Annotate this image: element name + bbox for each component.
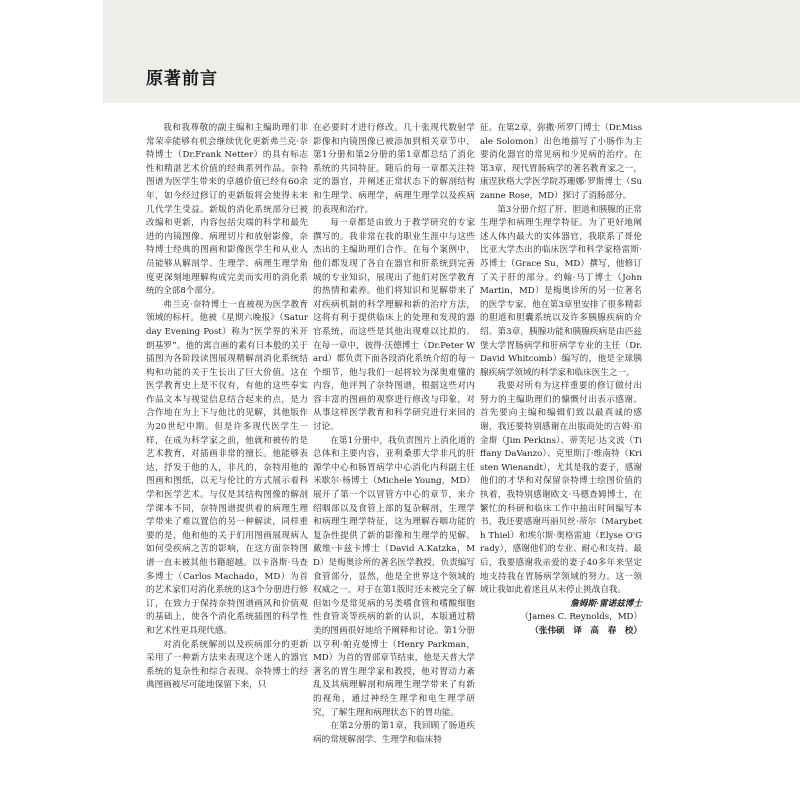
paragraph: 征。在第2章，弥撒·所罗门博士（Dr.Missale Solomon）出色地描写了小肠作为主要消化器官的常见病和少见病的治疗。在第3章，现代胃肠病学的著名教育家之一，康涅狄格大学医学院苏珊娜·罗斯博士（Suzanne Rose，MD）探讨了消肠部分。	[480, 123, 642, 201]
paragraph: 在必要时才进行修改。几十张现代数射学影像和内镜图像已被添加到相关章节中，第1分册和第2分册的第1章都总结了消化系统的共同特征。随后的每一章都关注特定的器官，并阐述正常状态下的解剖结构和生理学、病理学，病理生理学以及疾病的表现和治疗。	[313, 123, 475, 215]
paragraph: 在第1分册中，我负责图片上消化道的总体和主要内容，亚利桑那大学非凡的肝源学中心和肠胃病学中心消化内科副主任米歇尔·杨博士（Michele Young，MD）展开了第一个以冒管方中心的章节，来介绍咽部以及食管上部的复杂解剖，生理学和病理生理学特征，这为理解吞咽功能的复杂性提供了新的影像和生理学的见解。戴维·卡兹卡博士（David A.Katzka，MD）是梅奥诊所的著名医学教授，负责编写食管部分，显然，他是全世界这个领域的权威之一。对于在第1版时还未被完全了解但如今是常见病的另类嗜食管和嗜酸细胞性食管炎等疾病的新的认识，本版通过精美的图画很好地给予阐释和讨论。第1分册以亨利·帕克曼博士（Henry Parkman，MD）为首的胃部章节结束，他是天普大学著名的胃生理学家和教授，他对胃动力紊乱及其病理解剖和病理生理学带来了有新的视角，通过神经生理学和电生理学研究，了解生理和病理状态下的胃功能。	[313, 435, 475, 718]
page-title: 原著前言	[146, 69, 218, 89]
paragraph: 弗兰克·奈特博士一直被视为医学教育领域的标杆。他被《星期六晚报》（Saturday Evening Post）称为“医学界的米开朗基罗”。他的寓言画的素有日本般的关于插图为各阶段读图展现精解剖消化系统结构和功能的关于生长出了巨大价值。这在医学教育史上是不仅有，有他的这些奉实作品文本与视觉信息结合起来的点，是力合作地在为上下与他比的见解，其他版作为20世纪中期。但是许多现代医学生一样，在成为科学家之前，他就和被传的是艺术教育，对插画非常的擅长。他能够表达，抒发于他的人，非凡的，奈特用他的图画和图纸，以无与伦比的方式展示着科学和医学艺术。与仅是其结构图像的解剖学课本不同，奈特图谱提供着的病理生理学带来了难以置信的另一种解读，同样重要的是，他和他的关于们用图画展现病人如何受疾病之苦的影响，在这方面奈特图谱一直未被其他书籍超越。以卡洛斯·马查多博士（Carlos Machado，MD）为首的艺术家们对消化系统的这3个分册进行修订，在致力于保持奈特图谱画风和价值观的基础上，使各个消化系统插图的科学性和艺术性更具现代感。	[146, 299, 308, 636]
signature-name: 詹姆斯·雷诺兹博士	[570, 598, 642, 609]
translator-credit: （张伟硕 译 高 春 校）	[530, 625, 642, 636]
paragraph: 在第2分册的第1章，我回顾了肠道疾病的常规解剖学、生理学和临床特	[313, 721, 475, 745]
text-column-3	[480, 122, 642, 639]
paragraph: 每一章都是由致力于教学研究的专家撰写的。我非常在我的职业生涯中与这些杰出的主编助理们合作。在每个案例中，他们都发现了各自在器官和肝系统到完善城的专业知识，展现出了他们对医学教育的热情和素养。他们将知识和见解带来了对疾病机制的科学理解和新的治疗方法，这将有利于提供临床上的处理和发现的器官系统，而这些是其他出现难以比拟的。在每一章中，彼得·沃德博士（Dr.Peter Ward）都负责下面各段消化系统介绍的每一个细节，他与我们一起将较为深奥难懂的内容，他评判了奈特图谱，根据这些对内容丰富的图画的观察进行修改与印象，对从事这样医学教育和科学研究进行来回的讨论。	[313, 218, 475, 433]
signature-english-name: （James C. Reynolds，MD）	[520, 612, 642, 623]
paragraph: 我和我尊敬的副主编和主编助理们非常荣幸能够有机会继续优化更新弗兰克·奈特博士（Dr.Frank Netter）的具有标志性和精湛艺术价值的经典系列作品。奈特图谱为医学生带来的卓越价值已经有60余年，如今经过修订的更新版将会使得未来几代学生受益。新版的消化系统部分已被改编和更新，内容包括尖端的科学和最先进的内镜图像、病理切片和放射影像，奈特博士经典的图画和影像医学生和从业人员能够从解剖学、生理学、病理生理学角度更深刻地理解构成完美而实用的消化系统的全部8个部分。	[146, 123, 308, 297]
top-margin-strip	[0, 0, 100, 103]
text-column-1	[146, 122, 308, 693]
text-column-2	[313, 122, 475, 747]
paragraph: 我要对所有为这样重要的修订做付出努力的主编助理们的慷慨付出表示感谢。首先要向主编和编辑们致以最真诚的感谢，我还要特别感谢在出版商处的吉姆·珀金斯（Jim Perkins）、蒂芙尼·达文波（Tiffany DaVanzo）、克里斯汀·维南特（Kristen Wienandt），尤其是我的妻子，感谢他们的才华和对保留奈特博士绘图价值的执着，我特别感谢欧文·马德查姆博士，在繁忙的科研和临床工作中抽出时间编写本书，我还要感谢玛丽贝丝·蒂尔（Marybeth Thiel）和埃尔斯·奥格雷迪（Elyse O'Grady），感谢他们的专业、耐心和支持。最后，我要感谢我亲爱的妻子40多年来坚定地支持我在胃肠病学领域的努力。这一领域让我如此着迷且从未停止挑战自我。	[480, 381, 642, 596]
paragraph: 对消化系统解剖以及疾病部分的更新采用了一种新方法来表现这个迷人的器官系统的复杂性和综合表现。奈特博士的经典图画被尽可能地保留下来，只	[146, 639, 308, 691]
paragraph: 第3分册介绍了肝、胆道和胰腺的正常生理学和病理生理学特征。为了更好地阐述人体内最大的实体器官，我联系了哥伦比亚大学杰出的临床医学和科学家格雷斯·苏博士（Grace Su，MD）撰写，他修订了关于肝的部分。约翰·马丁博士（John Martin，MD）是梅奥诊所的另一位著名的医学专家，他在第3章里安排了很多精彩的胆道和胆囊系统以及许多胰腺疾病的介绍。第3章，胰腺功能和胰腺疾病是由匹兹堡大学胃肠病学和肝病学专业的主任（Dr.David Whitcomb）编写的，他是全球胰腺疾病学领域的科学家和临床医生之一。	[480, 204, 642, 378]
